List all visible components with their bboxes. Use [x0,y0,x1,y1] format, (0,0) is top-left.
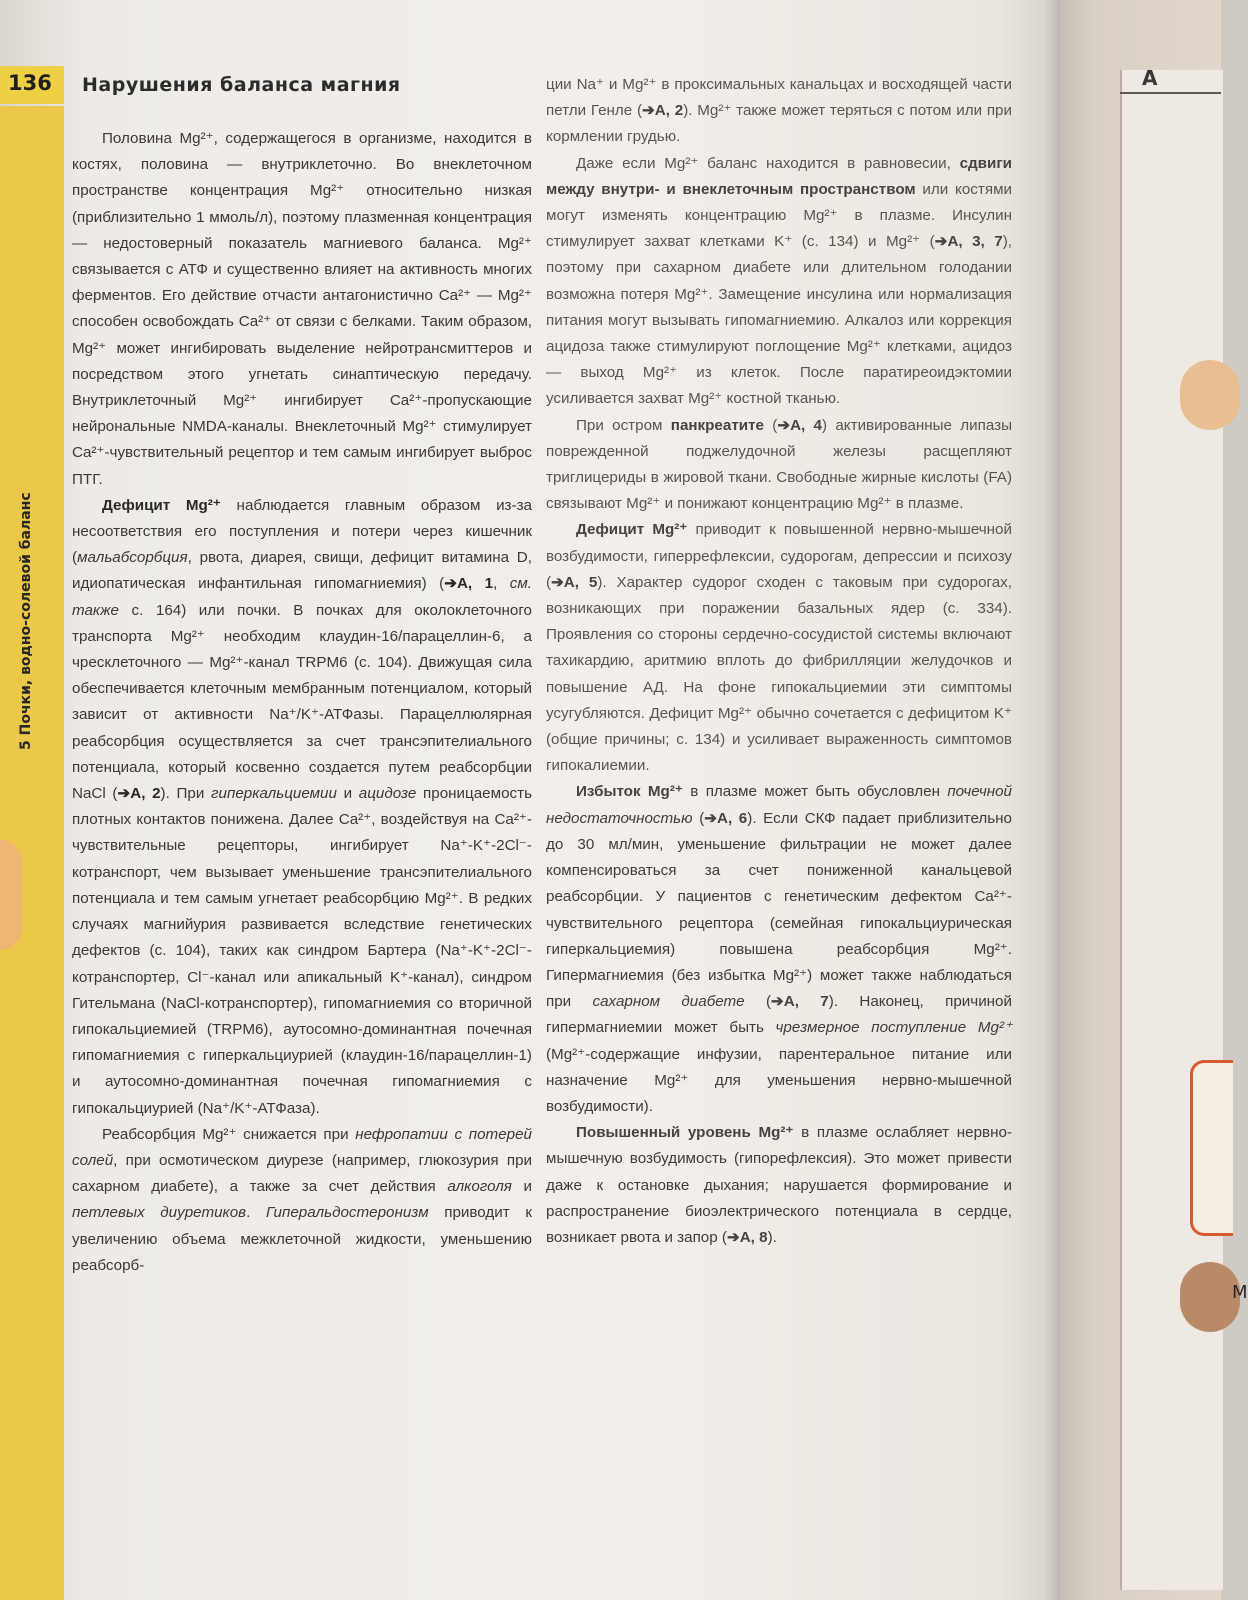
adjacent-page-edge [1120,70,1223,1590]
page-number: 136 [8,71,52,95]
adjacent-page-rule [1120,92,1221,94]
paragraph: Даже если Mg²⁺ баланс находится в равновесии, сдвиги между внутри- и внеклеточным пространством или костями могут изменять концентрацию Mg²⁺ в плазме. Инсулин стимулирует захват клетками K⁺ (с. 134) и Mg²⁺ (➔A, 3, 7), поэтому при сахарном диабете или длительном голодании возможна потеря Mg²⁺. Замещение инсулина или нормализация питания могут вызывать гипомагниемию. Алкалоз или коррекция ацидоза также стимулируют поглощение Mg²⁺ клетками, ацидоз — выход Mg²⁺ из клеток. После паратиреоидэктомии усиливается захват Mg²⁺ костной тканью. [546,154,1012,408]
adjacent-page-letter: A [1142,66,1158,90]
text-column-left [72,126,532,1279]
paragraph: Избыток Mg²⁺ в плазме может быть обусловлен почечной недостаточностью (➔A, 6). Если СКФ падает приблизительно до 30 мл/мин, уменьшение фильтрации не может далее компенсироваться за счет пониженной канальцевой реабсорбции. У пациентов с генетическим дефектом Ca²⁺-чувствительного рецептора (семейная гипокальциурическая гиперкальциемия) повышена реабсорбция Mg²⁺. Гипермагниемия (без избытка Mg²⁺) может также наблюдаться при сахарном диабете (➔A, 7). Наконец, причиной гипермагниемии может быть чрезмерное поступление Mg²⁺ (Mg²⁺-содержащие инфузии, парентеральное питание или назначение Mg²⁺ для уменьшения нервно-мышечной возбудимости). [546,783,1012,1115]
illustration-bubble [1180,1262,1248,1332]
bubble-label: M [1232,1282,1248,1303]
paragraph: Дефицит Mg²⁺ приводит к повышенной нервно-мышечной возбудимости, гиперрефлексии, судорогам, депрессии и психозу (➔A, 5). Характер судорог сходен с таковым при судорогах, возникающих при поражении базальных ядер (с. 334). Проявления со стороны сердечно-сосудистой системы включают тахикардию, аритмию вплоть до фибрилляции желудочков и повышение АД. На фоне гипокальциемии эти симптомы усугубляются. Дефицит Mg²⁺ обычно сочетается с дефицитом K⁺ (общие причины; с. 134) и усиливает выраженность симптомов гипокалиемии. [546,521,1012,775]
paragraph: При остром панкреатите (➔A, 4) активированные липазы поврежденной поджелудочной железы расщепляют триглицериды в жировой ткани. Свободные жирные кислоты (FA) связывают Mg²⁺ и понижают концентрацию Mg²⁺ в плазме. [546,416,1013,513]
paragraph: Повышенный уровень Mg²⁺ в плазме ослабляет нервно-мышечную возбудимость (гипорефлексия). Это может привести даже к остановке дыхания; нарушается формирование и распространение биоэлектрического потенциала в сердце, возникает рвота и запор (➔A, 8). [546,1124,1013,1246]
paragraph: Реабсорбция Mg²⁺ снижается при нефропатии с потерей солей, при осмотическом диурезе (например, глюкозурия при сахарном диабете), а также за счет действия алкоголя и петлевых диуретиков. Гиперальдостеронизм приводит к увеличению объема межклеточной жидкости, уменьшению реабсорб- [72,1125,532,1274]
adjacent-page [1040,0,1248,1600]
chapter-label: 5 Почки, водно-солевой баланс [18,492,34,750]
finger-shadow [0,840,22,950]
illustration-frame [1190,1060,1233,1236]
text-column-right [546,72,1012,1251]
paragraph: Половина Mg²⁺, содержащегося в организме, находится в костях, половина — внутриклеточно. Во внеклеточном пространстве концентрация Mg²⁺ относительно низкая (приблизительно 1 ммоль/л), поэтому плазменная концентрация — недостоверный показатель магниевого баланса. Mg²⁺ связывается с АТФ и существенно влияет на активность многих ферментов. Его действие отчасти антагонистично Ca²⁺ — Mg²⁺ способен освобождать Ca²⁺ от связи с белками. Таким образом, Mg²⁺ может ингибировать выделение нейротрансмиттеров и посредством этого угнетать синаптическую передачу. Внутриклеточный Mg²⁺ ингибирует Ca²⁺-пропускающие нейрональные NMDA-каналы. Внеклеточный Mg²⁺ стимулирует Ca²⁺-чувствительный рецептор и тем самым ингибирует выброс ПТГ. [72,130,532,488]
page-title: Нарушения баланса магния [82,74,401,96]
chapter-label-wrap [18,450,48,750]
illustration-fragment [1180,360,1240,430]
paragraph: ции Na⁺ и Mg²⁺ в проксимальных канальцах и восходящей части петли Генле (➔A, 2). Mg²⁺ также может теряться с потом или при кормлении грудью. [546,76,1012,146]
paragraph: Дефицит Mg²⁺ наблюдается главным образом из-за несоответствия его поступления и потери через кишечник (мальабсорбция, рвота, диарея, свищи, дефицит витамина D, идиопатическая инфантильная гипомагниемия) (➔A, 1, см. также с. 164) или почки. В почках для околоклеточного транспорта Mg²⁺ необходим клаудин-16/парацеллин-6, а чресклеточного — Mg²⁺-канал TRPM6 (с. 104). Движущая сила обеспечивается клеточным мембранным потенциалом, который зависит от активности Na⁺/K⁺-АТФазы. Парацеллюлярная реабсорбция осуществляется за счет трансэпителиального потенциала, который косвенно создается путем реабсорбции NaCl (➔A, 2). При гиперкальциемии и ацидозе проницаемость плотных контактов понижена. Далее Ca²⁺, воздействуя на Ca²⁺-чувствительные рецепторы, ингибирует Na⁺-K⁺-2Cl⁻-котранспорт, чем вызывает уменьшение трансэпителиального потенциала и тем самым угнетает реабсорбцию Mg²⁺. В редких случаях магнийурия развивается вследствие генетических дефектов (с. 104), таких как синдром Бартера (Na⁺-K⁺-2Cl⁻-котранспортер, Cl⁻-канал или апикальный K⁺-канал), синдром Гительмана (NaCl-котранспортер), гипомагниемия со вторичной гипокальциемией (TRPM6), аутосомно-доминантная почечная гипомагниемия с гиперкальциурией (клаудин-16/парацеллин-1) и аутосомно-доминантная почечная гипомагниемия с гипокальциурией (Na⁺/K⁺-АТФаза). [72,496,532,1117]
